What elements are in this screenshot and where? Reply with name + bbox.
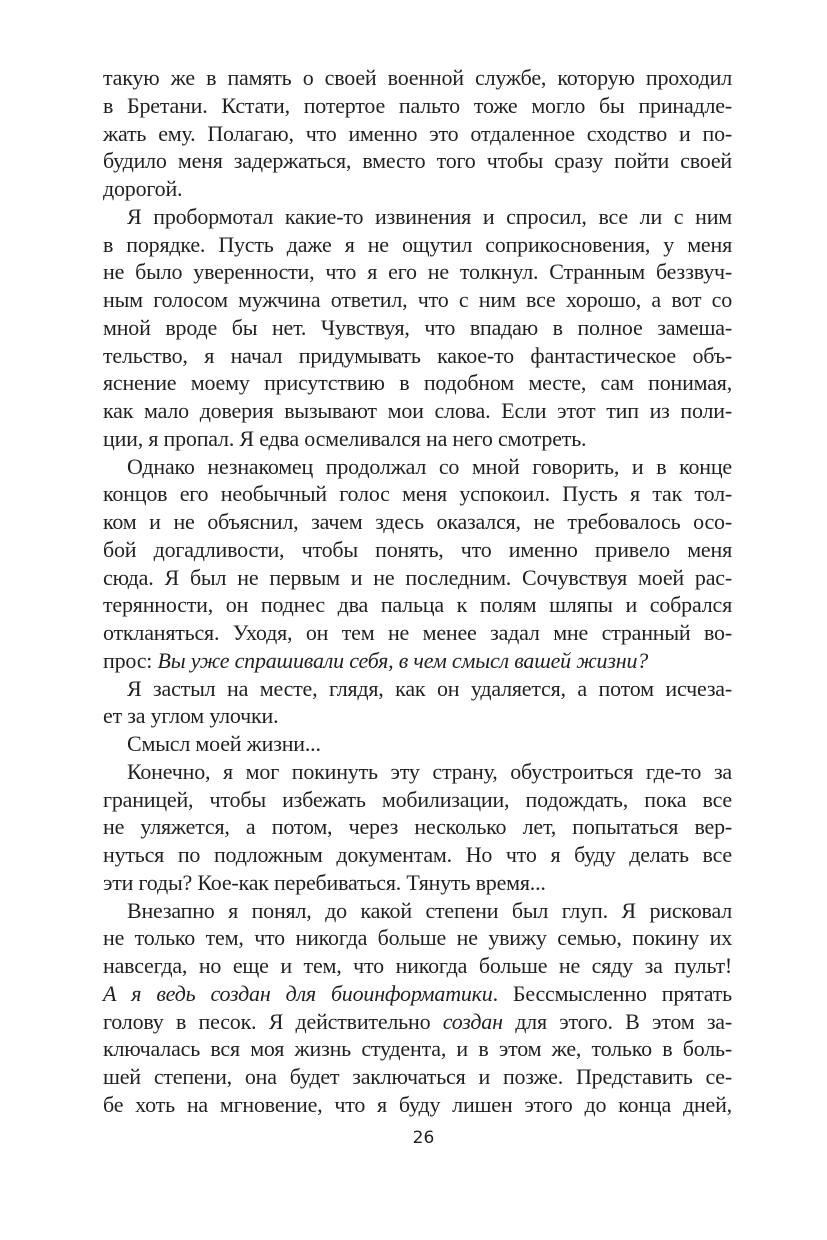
text-line: [103, 314, 732, 342]
page-number: 26: [412, 1128, 435, 1148]
text-segment: тельство, я начал придумывать какое-то фантастическое объ-: [103, 342, 732, 368]
text-line: [103, 175, 732, 203]
text-line: [103, 369, 732, 397]
text-segment: сюда. Я был не первым и не последним. Сочувствуя моей рас-: [103, 564, 732, 590]
text-segment: прос:: [103, 647, 158, 673]
text-line: [103, 480, 732, 508]
text-segment: Однако незнакомец продолжал со мной говорить, и в конце: [127, 453, 732, 479]
text-segment: Я пробормотал какие-то извинения и спросил, все ли с ним: [127, 203, 732, 229]
text-segment: ет за углом улочки.: [103, 703, 279, 729]
text-segment: мной вроде бы нет. Чувствуя, что впадаю в полное замеша-: [103, 314, 732, 340]
text-segment: Я застыл на месте, глядя, как он удаляется, а потом исчеза-: [127, 675, 732, 701]
text-segment: такую же в память о своей военной службе, которую проходил: [103, 65, 732, 90]
text-segment: в Бретани. Кстати, потертое пальто тоже могло бы принадле-: [103, 92, 732, 118]
text-segment: ком и не объяснил, зачем здесь оказался, не требовалось осо-: [103, 509, 732, 534]
text-line: [103, 980, 732, 1008]
text-segment: будило меня задержаться, вместо того чтобы сразу пойти своей: [103, 148, 732, 174]
text-line: [103, 286, 732, 314]
text-line: [103, 1091, 732, 1119]
text-line: [103, 92, 732, 120]
text-line: [103, 730, 732, 758]
text-segment: ции, я пропал. Я едва осмеливался на него смотреть.: [103, 425, 587, 451]
page-body-text: [103, 64, 732, 1119]
text-line: [103, 536, 732, 564]
text-line: [103, 258, 732, 286]
text-line: [103, 564, 732, 592]
text-segment: голову в песок. Я действительно: [103, 1008, 443, 1034]
text-line: [103, 758, 732, 786]
text-segment: не уляжется, а потом, через несколько лет, попытаться вер-: [103, 814, 732, 840]
text-segment: жать ему. Полагаю, что именно это отдаленное сходство и по-: [103, 120, 732, 146]
italic-text-segment: создан: [442, 1008, 503, 1034]
text-segment: ключалась вся моя жизнь студента, и в этом же, только в боль-: [103, 1036, 732, 1062]
text-segment: ным голосом мужчина ответил, что с ним все хорошо, а вот со: [103, 287, 732, 312]
text-segment: не было уверенности, что я его не толкнул. Странным беззвуч-: [103, 259, 732, 285]
text-segment: концов его необычный голос меня успокоил. Пусть я так тол-: [103, 481, 732, 507]
text-line: [103, 120, 732, 148]
text-segment: бе хоть на мгновение, что я буду лишен этого до конца дней,: [103, 1091, 732, 1117]
text-segment: шей степени, она будет заключаться и позже. Представить се-: [103, 1064, 732, 1089]
text-line: [103, 952, 732, 980]
text-line: [103, 924, 732, 952]
text-segment: . Бессмысленно прятать: [492, 980, 732, 1006]
text-line: [103, 869, 732, 897]
text-segment: границей, чтобы избежать мобилизации, подождать, пока все: [103, 786, 732, 812]
text-line: [103, 1008, 732, 1036]
text-segment: в порядке. Пусть даже я не ощутил соприкосновения, у меня: [103, 231, 732, 257]
text-segment: нуться по подложным документам. Но что я буду делать все: [103, 842, 732, 867]
text-line: [103, 619, 732, 647]
text-segment: Смысл моей жизни...: [127, 731, 321, 756]
text-line: [103, 64, 732, 92]
text-line: [103, 453, 732, 481]
text-line: [103, 841, 732, 869]
italic-text-segment: А я ведь создан для биоинформатики: [103, 980, 493, 1006]
text-line: [103, 147, 732, 175]
text-segment: Внезапно я понял, до какой степени был глуп. Я рисковал: [127, 897, 732, 923]
text-segment: яснение моему присутствию в подобном месте, сам понимая,: [103, 370, 732, 396]
text-line: [103, 1063, 732, 1091]
italic-text-segment: Вы уже спрашивали себя, в чем смысл вашей жизни?: [157, 647, 649, 673]
text-line: [103, 397, 732, 425]
text-line: [103, 897, 732, 925]
text-line: [103, 702, 732, 730]
text-line: [103, 342, 732, 370]
text-line: [103, 1035, 732, 1063]
text-line: [103, 231, 732, 259]
text-line: [103, 508, 732, 536]
text-line: [103, 647, 732, 675]
text-segment: откланяться. Уходя, он тем не менее задал мне странный во-: [103, 620, 732, 645]
text-segment: как мало доверия вызывают мои слова. Если этот тип из поли-: [103, 398, 732, 423]
text-segment: для этого. В этом за-: [502, 1008, 732, 1034]
text-line: [103, 203, 732, 231]
text-segment: дорогой.: [103, 176, 183, 201]
text-line: [103, 786, 732, 814]
text-segment: Конечно, я мог покинуть эту страну, обустроиться где-то за: [127, 758, 732, 784]
text-line: [103, 675, 732, 703]
text-segment: бой догадливости, чтобы понять, что именно привело меня: [103, 536, 732, 562]
text-line: [103, 813, 732, 841]
text-line: [103, 425, 732, 453]
text-line: [103, 591, 732, 619]
text-segment: эти годы? Кое-как перебиваться. Тянуть время...: [103, 869, 546, 895]
text-segment: терянности, он поднес два пальца к полям шляпы и собрался: [103, 592, 732, 618]
text-segment: навсегда, но еще и тем, что никогда больше не сяду за пульт!: [103, 953, 732, 978]
text-segment: не только тем, что никогда больше не увижу семью, покину их: [103, 925, 732, 951]
